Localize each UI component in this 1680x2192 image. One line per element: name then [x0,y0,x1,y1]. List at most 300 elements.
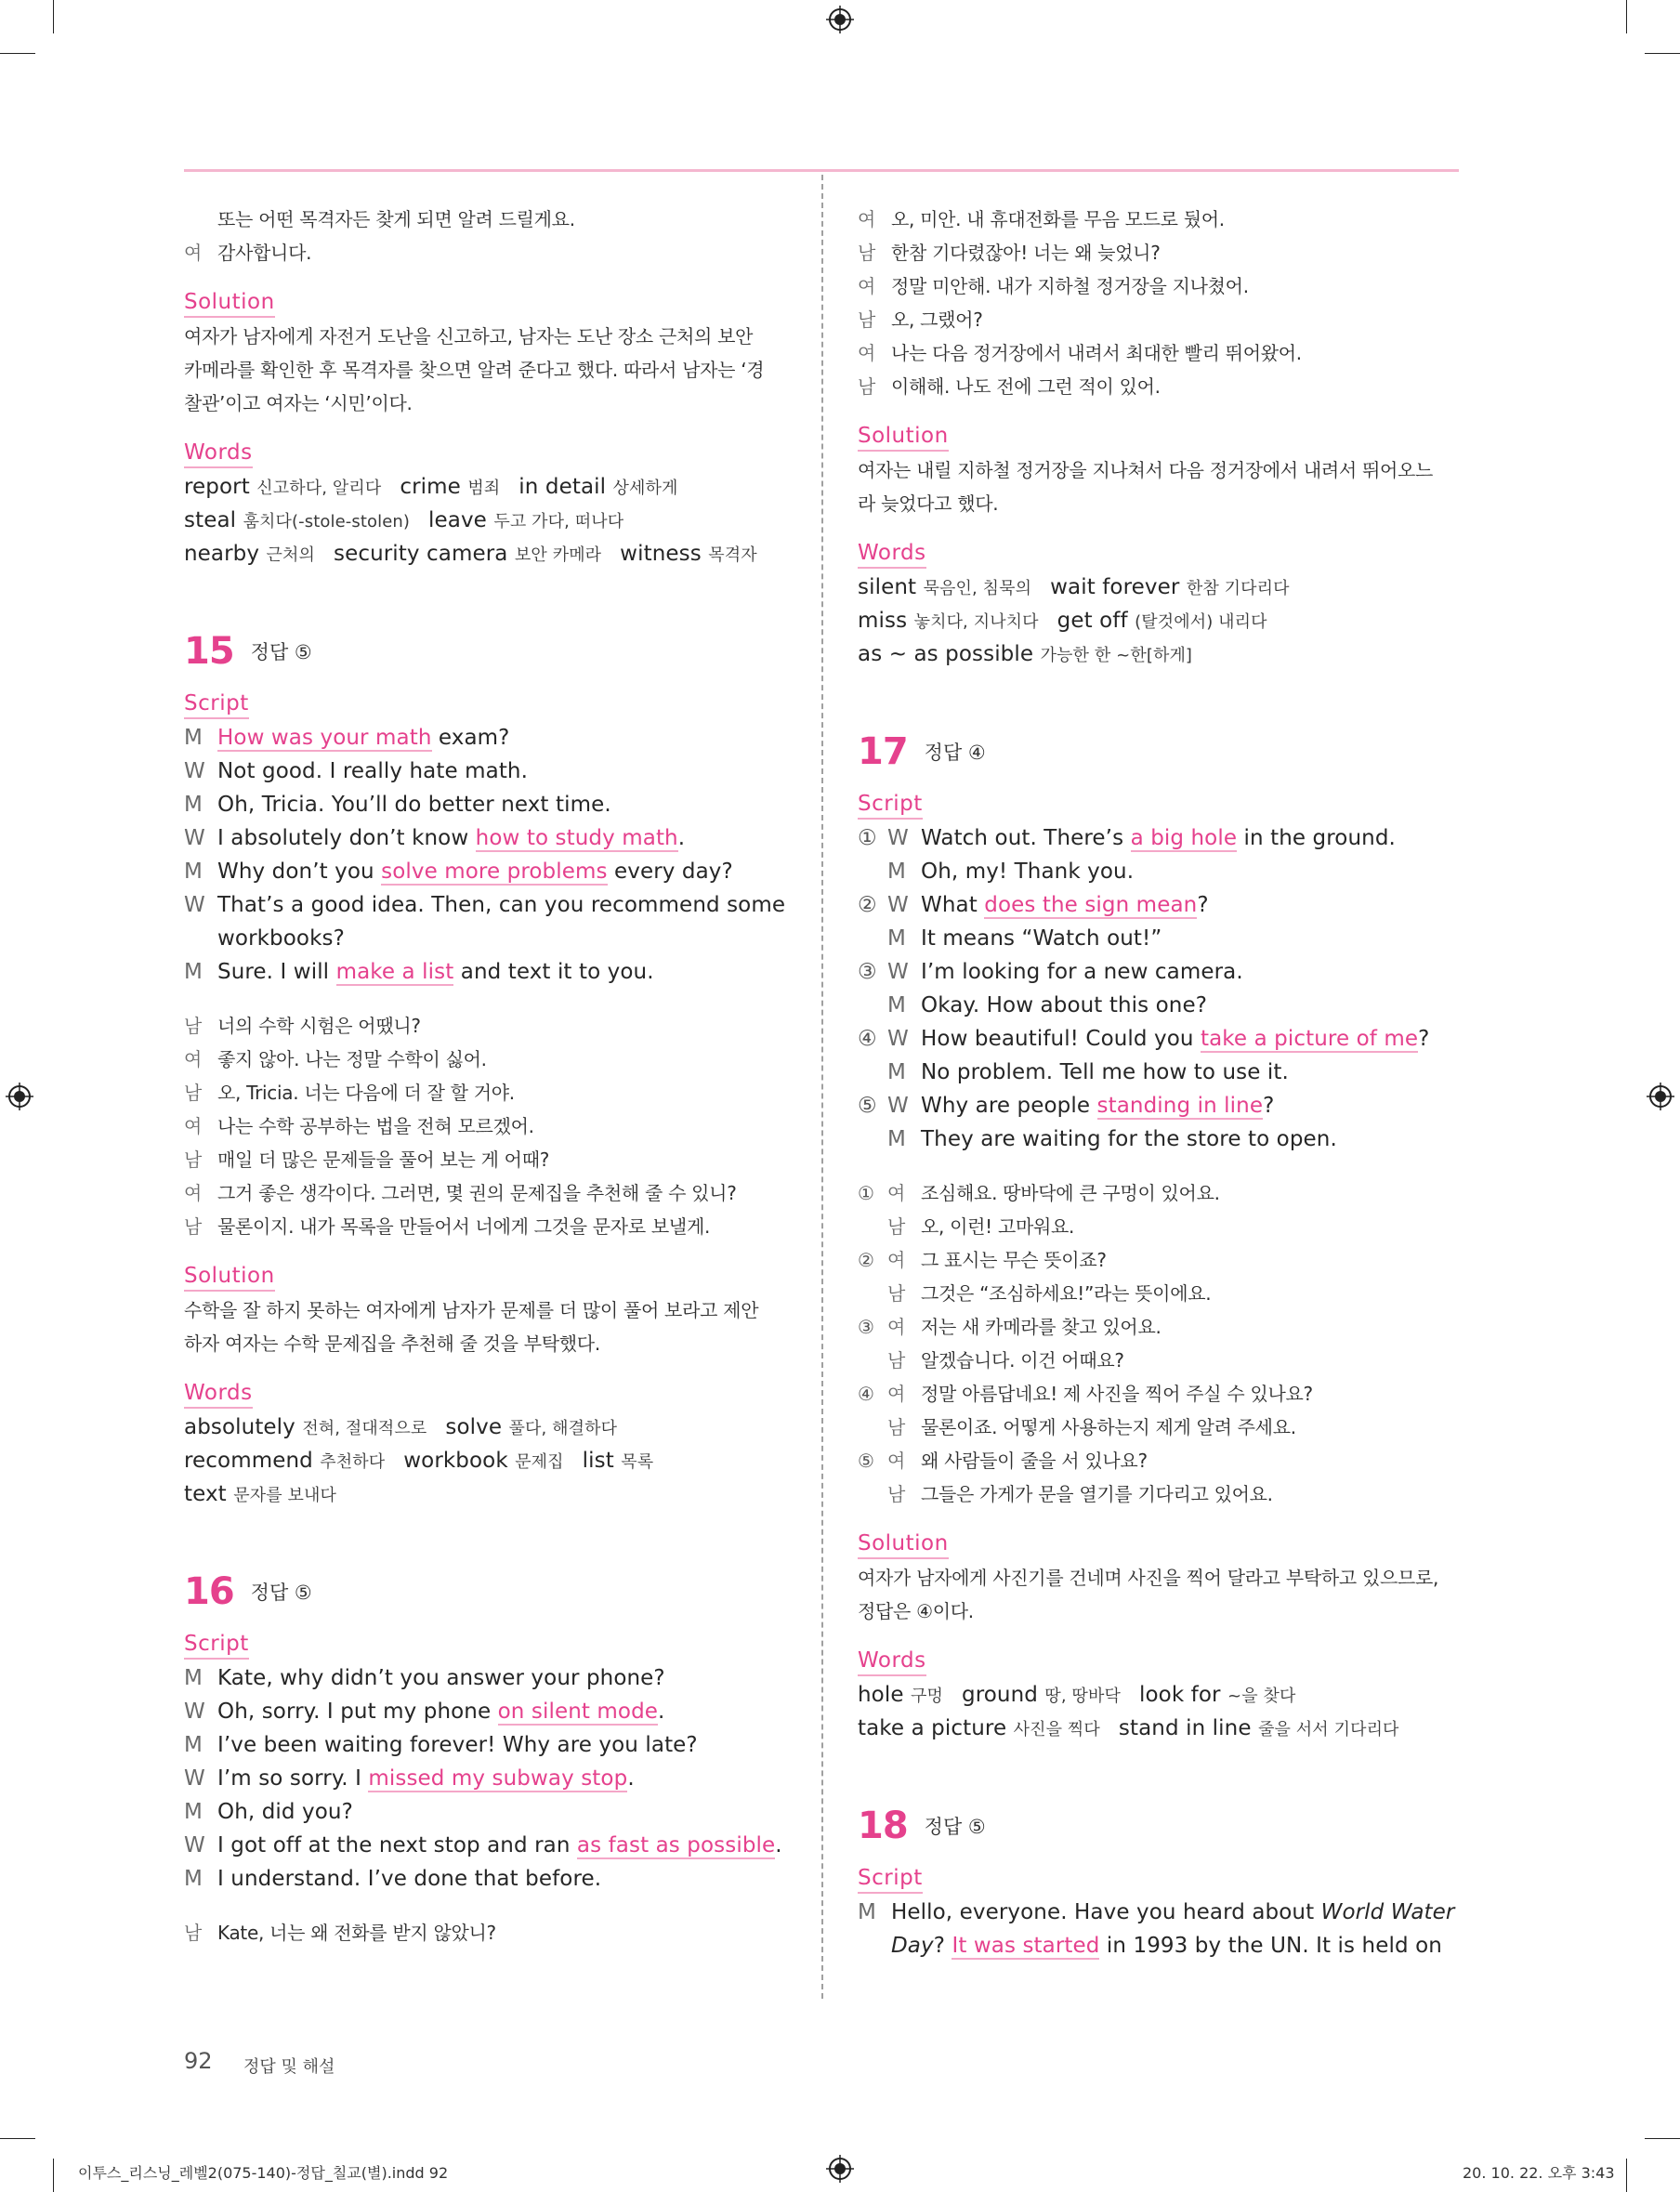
word-english: list [582,1449,614,1473]
q17-solution [858,1561,1462,1628]
speaker-label: M [184,860,203,884]
q15-solution [184,1293,788,1360]
word-english: in detail [518,475,607,499]
words-line [184,537,788,571]
choice-number: ① [858,1182,874,1204]
word-english: wait forever [1050,575,1180,599]
speaker-label: 남 [887,1416,906,1438]
script-text: No problem. Tell me how to use it. [921,1060,1289,1084]
translation-text: 조심해요. 땅바닥에 큰 구멍이 있어요. [921,1182,1220,1204]
speaker-label: 여 [858,208,876,230]
speaker-label: M [184,1666,203,1690]
solution-line: 여자가 남자에게 자전거 도난을 신고하고, 남자는 도난 장소 근처의 보안 [184,325,754,348]
word-gloss: 목록 [621,1452,654,1472]
script-line [184,1728,788,1762]
script-line [858,888,1462,922]
q16-words-label: Words [858,539,926,569]
script-text: exam? [431,726,510,750]
highlighted-phrase: missed my subway stop [368,1766,628,1791]
word-english: silent [858,575,917,599]
word-gloss: 구멍 [911,1687,943,1706]
word-gloss: 상세하게 [612,479,678,498]
highlighted-phrase: on silent mode [497,1700,659,1724]
speaker-label: 여 [887,1249,906,1271]
crop-mark-bottom-right-h [1645,2138,1680,2139]
script-line [858,1896,1462,1929]
translation-text: 매일 더 많은 문제들을 풀어 보는 게 어때? [217,1149,550,1171]
translation-line [858,1377,1462,1411]
word-english: workbook [403,1449,508,1473]
section-title: 정답 및 해설 [243,2057,335,2077]
words-line [184,1444,788,1477]
q18-answer: 정답 ⑤ [924,1816,986,1838]
script-text: Why are people [921,1094,1097,1118]
word-gloss: 문자를 보내다 [233,1486,336,1505]
solution-line: 카메라를 확인한 후 목격자를 찾으면 알려 준다고 했다. 따라서 남자는 ‘경 [184,359,765,381]
choice-number: ① [858,826,877,850]
speaker-label: 여 [184,1115,203,1137]
script-text: Oh, sorry. I put my phone [217,1700,498,1724]
words-line [184,1477,788,1511]
translation-line [184,1176,788,1210]
q18-header [858,1805,1462,1855]
translation-line [858,370,1462,403]
word-gloss: 놓치다, 지나치다 [913,612,1039,632]
script-line [184,1661,788,1695]
script-text: I’m looking for a new camera. [921,960,1243,984]
script-line [184,1795,788,1829]
crop-mark-bottom-left-h [0,2138,35,2139]
translation-text: 나는 다음 정거장에서 내려서 최대한 빨리 뛰어왔어. [891,342,1302,364]
speaker-label: M [184,793,203,817]
script-line [184,1829,788,1862]
q17-words-label: Words [858,1647,926,1676]
q17-solution-label: Solution [858,1529,949,1559]
word-english: take a picture [858,1716,1007,1740]
translation-line [184,1210,788,1243]
translation-line [184,1043,788,1076]
word-english: security camera [333,542,508,566]
translation-text: 오, 미안. 내 휴대전화를 무음 모드로 뒀어. [891,208,1225,230]
speaker-label: W [184,759,205,783]
highlighted-phrase: solve more problems [381,860,608,884]
translation-text: 저는 새 카메라를 찾고 있어요. [921,1316,1162,1338]
q16-translation-part1 [184,1916,788,1949]
word-english: text [184,1482,227,1506]
registration-mark-right-icon [1647,1083,1674,1110]
speaker-label: 남 [184,1082,203,1104]
script-line [184,1695,788,1728]
script-line [184,821,788,855]
highlighted-phrase: It was started [952,1934,1100,1958]
speaker-label: 여 [887,1383,906,1405]
script-line [858,1056,1462,1089]
word-gloss: 두고 가다, 떠나다 [493,512,624,532]
script-text: Why don’t you [217,860,382,884]
translation-line [184,236,788,269]
q15-header [184,630,788,680]
speaker-label: 남 [887,1483,906,1505]
script-text: ? [1418,1027,1430,1051]
script-text: Not good. I really hate math. [217,759,529,783]
print-slug-file: 이투스_리스닝_레벨2(075-140)-정답_칠교(별).indd 92 [78,2164,449,2182]
speaker-label: M [858,1900,876,1924]
q16-solution [858,453,1462,520]
speaker-label: 여 [184,1182,203,1204]
translation-line [184,1009,788,1043]
speaker-label: 남 [858,242,876,264]
highlighted-phrase: as fast as possible [576,1833,776,1857]
word-gloss: 훔치다(-stole-stolen) [243,512,411,532]
word-gloss: (탈것에서) 내리다 [1135,612,1267,632]
translation-line [858,336,1462,370]
highlighted-phrase: make a list [335,960,454,984]
highlighted-phrase: does the sign mean [984,893,1198,917]
highlighted-phrase: standing in line [1096,1094,1264,1118]
translation-line [184,1143,788,1176]
left-column [184,203,788,1949]
script-line [858,1929,1462,1962]
script-text: . [677,826,686,850]
print-slug-date: 20. 10. 22. 오후 3:43 [1463,2164,1615,2182]
q15-script [184,721,788,989]
speaker-label: 남 [858,375,876,398]
solution-line: 하자 여자는 수학 문제집을 추천해 줄 것을 부탁했다. [184,1332,600,1355]
translation-line [858,1310,1462,1344]
words-line [858,571,1462,604]
choice-number: ③ [858,960,877,984]
q17-translation [858,1176,1462,1511]
script-text: It means “Watch out!” [921,926,1162,951]
q18-script [858,1896,1462,1962]
translation-text: 왜 사람들이 줄을 서 있나요? [921,1450,1148,1472]
q17-header [858,730,1462,781]
script-line [184,855,788,888]
speaker-label: 여 [184,1048,203,1070]
translation-line [858,303,1462,336]
word-english: miss [858,609,908,633]
word-english: recommend [184,1449,313,1473]
script-line [858,1089,1462,1122]
script-line [858,989,1462,1022]
speaker-label: W [887,960,909,984]
q16-script [184,1661,788,1896]
word-english: get off [1057,609,1128,633]
header-rule [184,169,1459,172]
word-gloss: 신고하다, 알리다 [256,479,382,498]
word-gloss: 풀다, 해결하다 [508,1419,618,1438]
speaker-label: 남 [184,1149,203,1171]
highlighted-phrase: take a picture of me [1201,1027,1419,1051]
word-english: absolutely [184,1415,295,1439]
script-text: I absolutely don’t know [217,826,476,850]
word-english: hole [858,1683,904,1707]
crop-mark-top-left-v [53,0,54,33]
script-line [184,1862,788,1896]
script-text: Kate, why didn’t you answer your phone? [217,1666,665,1690]
translation-text: 오, 그랬어? [891,308,983,331]
translation-line [858,1176,1462,1210]
word-english: as ~ as possible [858,642,1034,666]
script-line [858,922,1462,955]
choice-number: ④ [858,1027,877,1051]
script-text: How beautiful! Could you [921,1027,1201,1051]
q16-solution-label: Solution [858,422,949,452]
words-line [858,1712,1462,1745]
q15-solution-label: Solution [184,1262,275,1292]
q15-script-label: Script [184,689,249,719]
script-text: and text it to you. [453,960,654,984]
script-text: ? [933,1934,952,1958]
script-text: Hello, everyone. Have you heard about [891,1900,1321,1924]
q14-solution [184,320,788,420]
translation-line [858,1444,1462,1477]
translation-text: 그들은 가게가 문을 열기를 기다리고 있어요. [921,1483,1273,1505]
speaker-label: 여 [887,1316,906,1338]
speaker-label: M [184,1867,203,1891]
word-gloss: 목격자 [708,545,757,565]
speaker-label: W [887,826,909,850]
translation-line [858,1277,1462,1310]
translation-text: 좋지 않아. 나는 정말 수학이 싫어. [217,1048,487,1070]
speaker-label: W [887,893,909,917]
word-gloss: 추천하다 [320,1452,386,1472]
translation-line [858,1344,1462,1377]
q16-number: 16 [184,1570,234,1613]
speaker-label: 여 [887,1450,906,1472]
word-english: solve [445,1415,503,1439]
word-english: report [184,475,250,499]
translation-text: 감사합니다. [217,242,312,264]
speaker-label: W [887,1027,909,1051]
script-text: ? [1197,893,1209,917]
word-gloss: 문제집 [515,1452,564,1472]
script-line [184,955,788,989]
registration-mark-left-icon [6,1083,33,1110]
q17-answer: 정답 ④ [924,742,986,764]
crop-mark-bottom-left-v [53,2159,54,2192]
crop-mark-bottom-right-v [1626,2159,1627,2192]
speaker-label: 남 [887,1215,906,1238]
script-text: in 1993 by the UN. It is held on [1099,1934,1442,1958]
word-gloss: 한참 기다리다 [1186,579,1290,598]
registration-mark-top-icon [826,6,854,33]
words-line [184,504,788,537]
solution-line: 라 늦었다고 했다. [858,492,999,515]
word-gloss: 땅, 땅바닥 [1044,1687,1122,1706]
translation-line [184,1916,788,1949]
script-line [184,788,788,821]
translation-text: Kate, 너는 왜 전화를 받지 않았니? [217,1922,496,1944]
script-line [858,1122,1462,1156]
script-line [184,755,788,788]
script-text: every day? [607,860,733,884]
choice-number: ② [858,1249,874,1271]
words-line [858,1678,1462,1712]
words-line [858,604,1462,637]
choice-number: ④ [858,1383,874,1405]
speaker-label: M [184,1733,203,1757]
highlighted-phrase: a big hole [1130,826,1238,850]
word-gloss: 묵음인, 침묵의 [923,579,1032,598]
speaker-label: M [184,960,203,984]
speaker-label: M [887,860,906,884]
script-text: Sure. I will [217,960,336,984]
translation-text: 그거 좋은 생각이다. 그러면, 몇 권의 문제집을 추천해 줄 수 있니? [217,1182,737,1204]
script-text: World Water [1320,1900,1455,1924]
script-line [184,721,788,755]
word-gloss: 줄을 서서 기다리다 [1258,1720,1399,1739]
q16-words [858,571,1462,671]
q15-words [184,1411,788,1511]
speaker-label: 여 [184,242,203,264]
script-text: I understand. I’ve done that before. [217,1867,602,1891]
translation-text: 나는 수학 공부하는 법을 전혀 모르겠어. [217,1115,534,1137]
translation-line [858,1243,1462,1277]
translation-text: 너의 수학 시험은 어땠니? [217,1015,421,1037]
translation-text: 물론이지. 내가 목록을 만들어서 너에게 그것을 문자로 보낼게. [217,1215,711,1238]
words-line [858,637,1462,671]
script-text: Okay. How about this one? [921,993,1208,1017]
translation-text: 알겠습니다. 이건 어때요? [921,1349,1124,1372]
speaker-label: 여 [887,1182,906,1204]
q14-words [184,470,788,571]
right-column [858,203,1462,1962]
script-line [184,888,788,922]
speaker-label: 남 [184,1922,203,1944]
choice-number: ⑤ [858,1094,877,1118]
highlighted-phrase: How was your math [217,726,432,750]
script-text: I got off at the next stop and ran [217,1833,577,1857]
speaker-label: 남 [184,1015,203,1037]
translation-line [858,1477,1462,1511]
highlighted-phrase: how to study math [475,826,678,850]
registration-mark-bottom-icon [826,2155,854,2183]
choice-number: ② [858,893,877,917]
script-line [858,955,1462,989]
speaker-label: W [184,893,205,917]
solution-line: 수학을 잘 하지 못하는 여자에게 남자가 문제를 더 많이 풀어 보라고 제안 [184,1299,759,1321]
translation-line [184,1109,788,1143]
script-text: Day [891,1934,934,1958]
speaker-label: 남 [858,308,876,331]
script-text: Oh, did you? [217,1800,353,1824]
script-text: in the ground. [1237,826,1396,850]
column-divider [821,175,823,1999]
script-text: Watch out. There’s [921,826,1131,850]
translation-text: 또는 어떤 목격자든 찾게 되면 알려 드릴게요. [217,208,575,230]
script-text: Oh, Tricia. You’ll do better next time. [217,793,611,817]
translation-line [184,203,788,236]
translation-text: 그 표시는 무슨 뜻이죠? [921,1249,1107,1271]
word-gloss: 범죄 [467,479,501,498]
solution-line: 여자는 내릴 지하철 정거장을 지나쳐서 다음 정거장에서 내려서 뛰어오느 [858,459,1434,481]
script-text: I’m so sorry. I [217,1766,369,1791]
speaker-label: M [184,1800,203,1824]
word-english: look for [1139,1683,1221,1707]
script-text: Oh, my! Thank you. [921,860,1135,884]
choice-number: ③ [858,1316,874,1338]
speaker-label: W [184,1766,205,1791]
translation-line [184,1076,788,1109]
script-text: ? [1263,1094,1275,1118]
q14-solution-label: Solution [184,288,275,318]
speaker-label: M [887,1127,906,1151]
crop-mark-top-right-v [1626,0,1627,33]
translation-text: 그것은 “조심하세요!”라는 뜻이에요. [921,1282,1212,1305]
solution-line: 정답은 ④이다. [858,1600,974,1622]
q16-translation-part2 [858,203,1462,403]
script-text: . [658,1700,665,1724]
speaker-label: 남 [184,1215,203,1238]
script-line [858,1022,1462,1056]
crop-mark-top-left-h [0,53,35,54]
words-line [184,1411,788,1444]
speaker-label: M [887,993,906,1017]
word-gloss: 전혀, 절대적으로 [302,1419,427,1438]
translation-line [858,1411,1462,1444]
word-english: nearby [184,542,260,566]
translation-line [858,203,1462,236]
translation-text: 오, 이런! 고마워요. [921,1215,1075,1238]
speaker-label: W [184,1700,205,1724]
word-gloss: ~을 찾다 [1227,1687,1296,1706]
q15-number: 15 [184,630,234,673]
speaker-label: M [184,726,203,750]
speaker-label: 남 [887,1349,906,1372]
word-gloss: 사진을 찍다 [1013,1720,1100,1739]
speaker-label: W [887,1094,909,1118]
translation-text: 오, Tricia. 너는 다음에 더 잘 할 거야. [217,1082,515,1104]
translation-text: 이해해. 나도 전에 그런 적이 있어. [891,375,1161,398]
script-text: . [775,1833,782,1857]
word-gloss: 가능한 한 ~한[하게] [1040,646,1193,665]
solution-line: 여자가 남자에게 사진기를 건네며 사진을 찍어 달라고 부탁하고 있으므로, [858,1567,1439,1589]
q18-number: 18 [858,1805,908,1847]
script-line [184,1762,788,1795]
q17-script-label: Script [858,790,923,820]
script-text: I’ve been waiting forever! Why are you late? [217,1733,698,1757]
translation-line [858,1210,1462,1243]
q15-answer: 정답 ⑤ [250,641,312,663]
choice-number: ⑤ [858,1450,874,1472]
word-english: crime [400,475,461,499]
q14-words-label: Words [184,439,253,468]
script-text: They are waiting for the store to open. [921,1127,1337,1151]
q14-script-tail [184,203,788,269]
script-line [858,855,1462,888]
speaker-label: 여 [858,342,876,364]
speaker-label: W [184,1833,205,1857]
translation-text: 정말 미안해. 내가 지하철 정거장을 지나쳤어. [891,275,1249,297]
translation-text: 정말 아름답네요! 제 사진을 찍어 주실 수 있나요? [921,1383,1313,1405]
q16-header [184,1570,788,1621]
translation-text: 한참 기다렸잖아! 너는 왜 늦었니? [891,242,1161,264]
script-text: What [921,893,985,917]
q17-number: 17 [858,730,908,773]
speaker-label: M [887,926,906,951]
word-english: steal [184,508,237,532]
script-text: workbooks? [217,926,345,951]
words-line [184,470,788,504]
script-line [184,922,788,955]
script-line [858,821,1462,855]
speaker-label: W [184,826,205,850]
q15-translation [184,1009,788,1243]
translation-line [858,236,1462,269]
speaker-label: 남 [887,1282,906,1305]
q18-script-label: Script [858,1864,923,1894]
